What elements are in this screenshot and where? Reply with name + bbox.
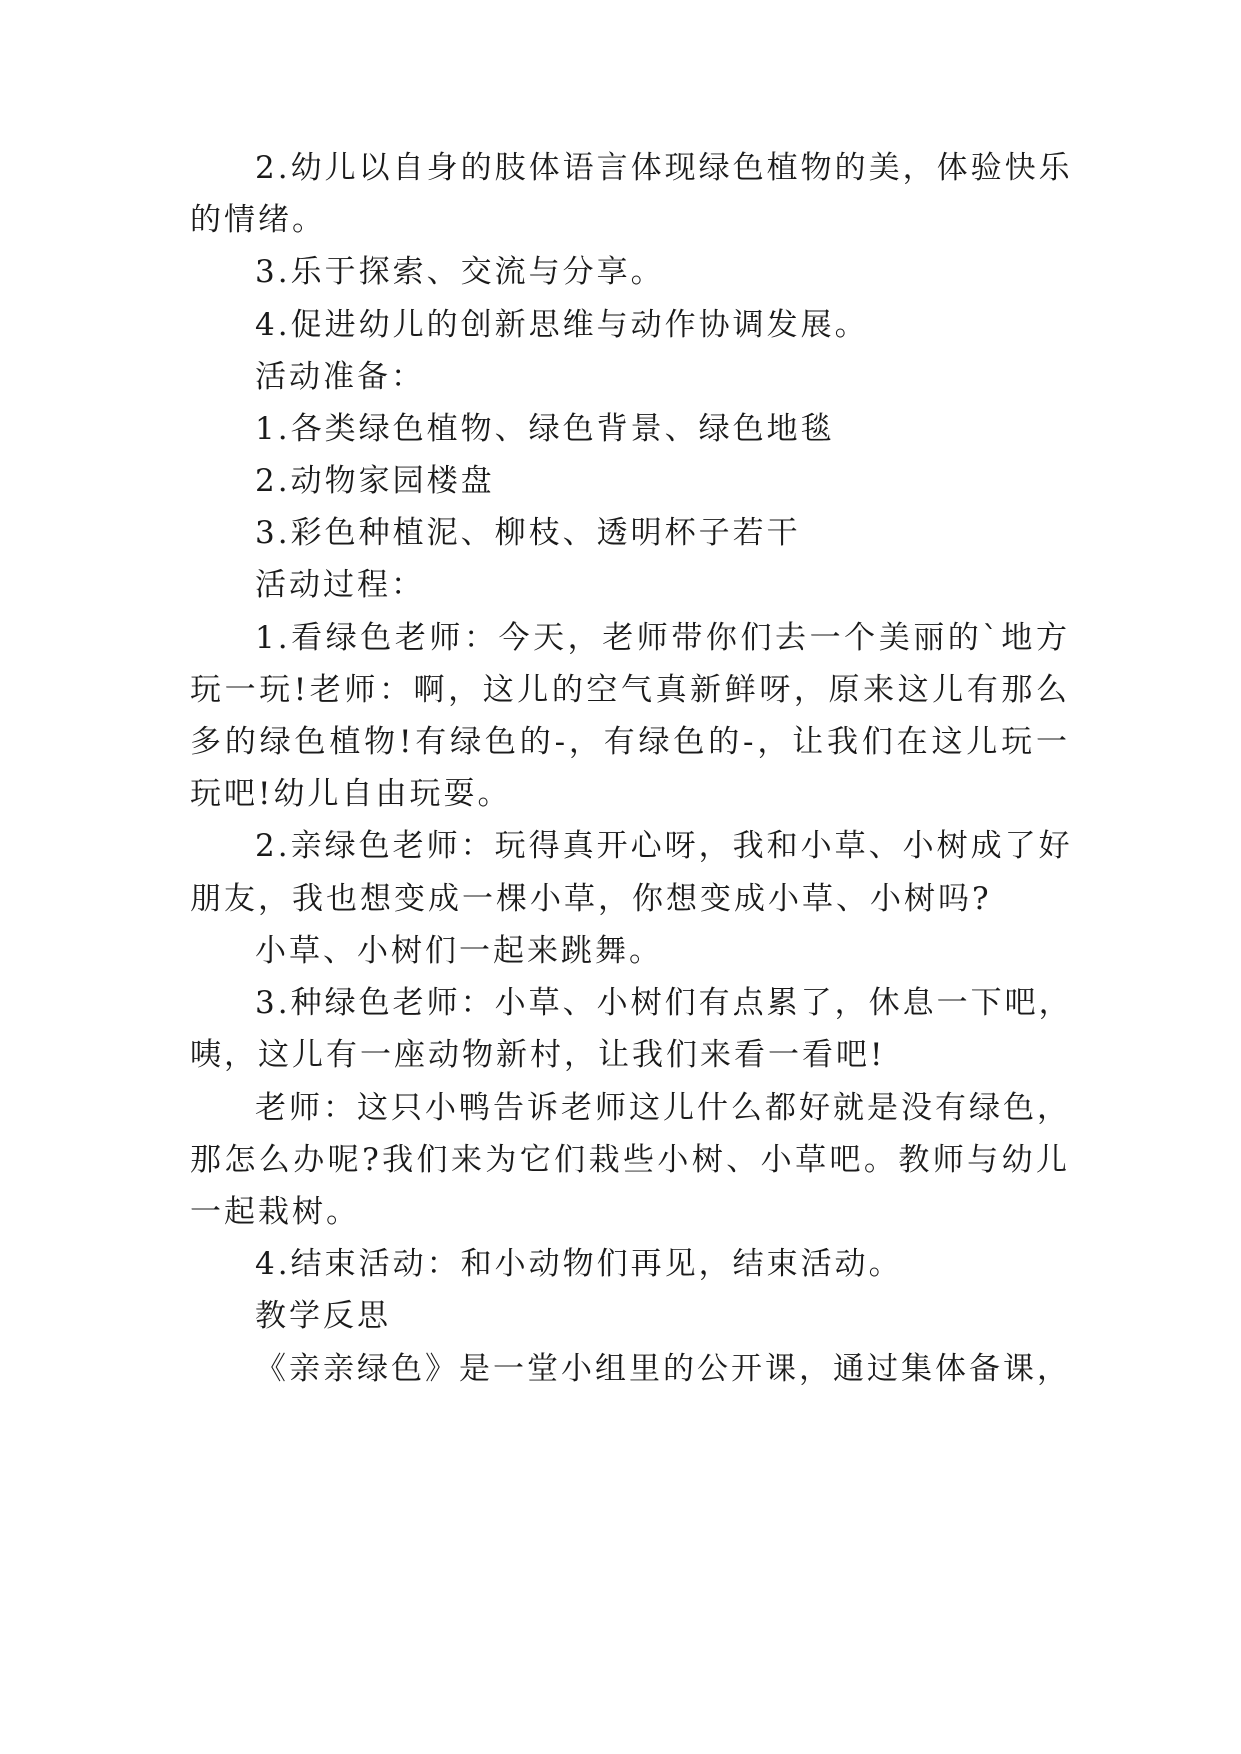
section-heading: 活动准备：: [255, 359, 425, 395]
text-line: 1.各类绿色植物、绿色背景、绿色地毯: [255, 411, 835, 447]
section-heading: 活动过程：: [255, 567, 425, 603]
text-line: 2.动物家园楼盘: [255, 463, 495, 499]
text-line: 3.乐于探索、交流与分享。: [255, 254, 665, 290]
text-line: 一起栽树。: [190, 1194, 360, 1230]
text-line: 2.亲绿色老师：玩得真开心呀，我和小草、小树成了好: [255, 828, 1073, 864]
text-line: 的情绪。: [190, 202, 326, 238]
text-line: 4.结束活动：和小动物们再见，结束活动。: [255, 1246, 903, 1282]
section-heading: 教学反思: [255, 1298, 391, 1334]
text-line: 小草、小树们一起来跳舞。: [255, 933, 663, 969]
text-line: 那怎么办呢?我们来为它们栽些小树、小草吧。教师与幼儿: [190, 1142, 1070, 1178]
text-line: 3.种绿色老师：小草、小树们有点累了，休息一下吧，: [255, 985, 1073, 1021]
text-line: 4.促进幼儿的创新思维与动作协调发展。: [255, 307, 869, 343]
text-line: 老师：这只小鸭告诉老师这儿什么都好就是没有绿色，: [255, 1090, 1071, 1126]
text-line: 玩一玩!老师：啊，这儿的空气真新鲜呀，原来这儿有那么: [190, 672, 1070, 708]
text-line: 玩吧!幼儿自由玩耍。: [190, 776, 512, 812]
text-line: 多的绿色植物!有绿色的-，有绿色的-，让我们在这儿玩一: [190, 724, 1070, 760]
text-line: 咦，这儿有一座动物新村，让我们来看一看吧!: [190, 1037, 886, 1073]
text-line: 3.彩色种植泥、柳枝、透明杯子若干: [255, 515, 801, 551]
text-line: 《亲亲绿色》是一堂小组里的公开课，通过集体备课，: [255, 1351, 1071, 1387]
text-line: 2.幼儿以自身的肢体语言体现绿色植物的美，体验快乐: [255, 150, 1073, 186]
text-line: 1.看绿色老师：今天，老师带你们去一个美丽的`地方: [255, 620, 1070, 656]
text-line: 朋友，我也想变成一棵小草，你想变成小草、小树吗?: [190, 881, 992, 917]
